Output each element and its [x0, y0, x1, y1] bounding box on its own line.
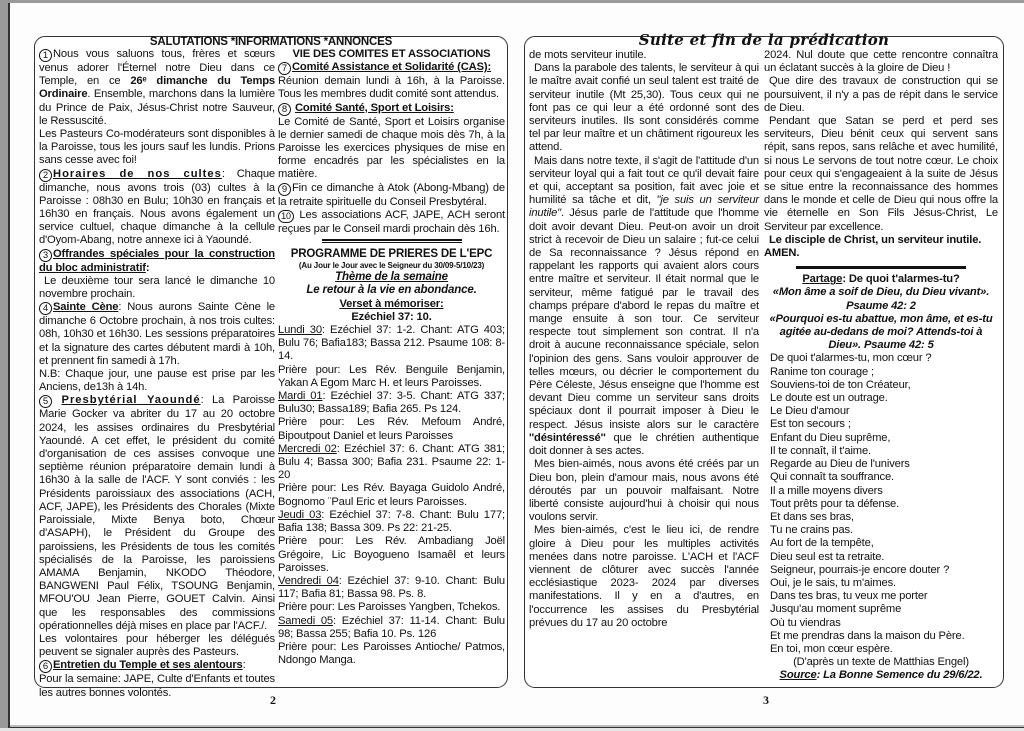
- daily-reading: [278, 390, 505, 416]
- sermon-conclusion: Le disciple de Christ, un serviteur inutile. AMEN.: [764, 233, 982, 260]
- number-badge: 7: [278, 62, 291, 75]
- announcement-8-text: Le Comité de Santé, Sport et Loisirs organise le dernier samedi de chaque mois dès 7h, à la Paroisse les exercices physiques de mise en forme encadrés par les spécialistes en la matière.: [278, 115, 505, 181]
- day-label: Samedi 05: [278, 614, 333, 627]
- prayer-intention: Prière pour: Les Paroisses Yangben, Tchekos.: [278, 601, 501, 614]
- prayer-programme-title: PROGRAMME DE PRIERES DE L'EPC: [290, 248, 493, 261]
- announcement-4-note: N.B: Chaque jour, une pause est prise par les Anciens, de13h à 14h.: [39, 368, 275, 394]
- sermon-paragraph: 2024. Nul doute que cette rencontre connaîtra un éclatant succès à la gloire de Dieu !: [764, 49, 998, 75]
- poem-line: Qui connaît ta souffrance.: [770, 471, 895, 484]
- poem-line: Il te connaît, il t'aime.: [770, 444, 871, 457]
- daily-readings-list: [278, 324, 505, 667]
- sermon-paragraph: Mes bien-aimés, c'est le lieu ici, de rendre gloire à Dieu pour les multiples activités menées dans notre paroisse. L'ACH et l'ACF viennent de clôturer avec succès l'année ecclésiastique 2023- 2024 par diverses manifestations. Il y en a d'autres, en l'occurrence les assises du Presbytérial prévues du 17 au 20 octobre: [529, 524, 759, 629]
- partage-label: Partage: [802, 273, 843, 286]
- announcement-1: [39, 48, 275, 128]
- sermon-paragraph: Pendant que Satan se perd et perd ses serviteurs, Dieu bénit ceux qui servent sans répit, sans repos, sans relâche et avec humilité, si nous Le servons de tout notre cœur. Le choix pour ceux qui s'engageaient à la suite de Jésus se situe entre la reconnaissance des hommes dans le monde et celle de Dieu qui nous offre la vie éternelle en Son Fils Jésus-Christ, Le Serviteur par excellence.: [764, 115, 998, 233]
- source-line: [764, 669, 998, 682]
- reading-text: : Ezéchiel 37: 3-5. Chant: ATG 337; Bulu30; Bassa189; Bafia 265. Ps 124.: [278, 390, 505, 416]
- source-label: Source: [779, 669, 817, 682]
- announcement-title: Comité Assistance et Solidarité (CAS):: [292, 61, 492, 74]
- prayer-intention: Prière pour: Les Paroisses Antioche/ Patmos, Ndongo Manga.: [278, 640, 505, 667]
- reading-text: : Ezéchiel 37: 1-2. Chant: ATG 403; Bulu 76; Bafia183; Bassa 212. Psaume 108: 8-14.: [278, 324, 505, 363]
- day-label: Jeudi 03: [278, 508, 322, 521]
- announcement-text: Les associations ACF, JAPE, ACH seront reçues par le Conseil mardi prochain dès 16h.: [278, 208, 505, 235]
- sermon-emphasis: ''désintéressé'': [529, 431, 606, 444]
- announcement-9: [278, 182, 505, 209]
- announcements-panel: [34, 36, 508, 699]
- reading-text: : Ezéchiel 37: 11-14. Chant: Bulu 98; Bassa 255; Bafia 10. Ps. 126: [278, 614, 505, 640]
- poem-line: Où tu viendras: [770, 616, 841, 629]
- verse-reference: Ezéchiel 37: 10.: [351, 310, 432, 323]
- poem-line: Au fort de la tempête,: [770, 537, 874, 550]
- poem-line: Et me prendras dans la maison du Père.: [770, 629, 965, 642]
- partage-heading: [764, 273, 998, 286]
- theme-label: Thème de la semaine: [335, 271, 448, 284]
- week-theme: Le retour à la vie en abondance.: [306, 284, 477, 297]
- prayer-intention: Prière pour: Les Rév. Benguile Benjamin, Yakan A Egom Marc H. et leurs Paroisses.: [278, 363, 505, 389]
- announcement-8: [278, 102, 505, 116]
- announcement-text: Nous vous saluons tous, frères et sœurs venus adorer l'Éternel notre Dieu dans ce Temple, en ce: [39, 48, 275, 88]
- poem-line: Tout prêts pour ta défense.: [770, 497, 900, 510]
- daily-reading: [278, 575, 505, 601]
- number-badge: 3: [39, 249, 52, 262]
- announcement-text: Fin ce dimanche à Atok (Abong-Mbang) de la retraite spirituelle du Conseil Presbytéral.: [278, 181, 505, 208]
- announcement-10: [278, 209, 505, 236]
- daily-reading: [278, 615, 505, 641]
- announcement-6-text: Pour la semaine: JAPE, Culte d'Enfants et toutes les autres bonnes volontés.: [39, 673, 275, 699]
- announcements-column-2: [278, 48, 505, 667]
- sermon-paragraph: Que dire des travaux de construction qui se poursuivent, il n'y a pas de répit dans le service de Dieu.: [764, 75, 998, 114]
- sermon-panel: [524, 31, 1004, 688]
- announcements-header: SALUTATIONS *INFORMATIONS *ANNONCES: [149, 36, 393, 48]
- reading-text: : Ezéchiel 37: 9-10. Chant: Bulu 117; Bafia 81; Bassa 98. Ps. 8.: [278, 574, 505, 601]
- number-badge: 5: [39, 395, 52, 408]
- prayer-programme-subtitle: (Au Jour le Jour avec le Seigneur du 30/09-5/10/23): [298, 261, 485, 271]
- announcement-4: [39, 301, 275, 368]
- day-label: Lundi 30: [278, 324, 322, 337]
- poem-line: Il a mille moyens divers: [770, 484, 883, 497]
- reading-text: : Ezéchiel 37: 6. Chant: ATG 381; Bulu 4; Bassa 300; Bafia 231. Psaume 22: 1-20: [278, 442, 505, 482]
- committees-heading: VIE DES COMITES ET ASSOCIATIONS: [292, 48, 491, 60]
- number-badge: 8: [278, 103, 291, 116]
- section-divider: [796, 266, 966, 269]
- poem-line: Jusqu'au moment suprême: [770, 603, 902, 616]
- partage-title: : De quoi t'alarmes-tu?: [842, 273, 960, 286]
- announcement-1-pastors: Les Pasteurs Co-modérateurs sont disponibles à la Paroisse, tous les jours sauf les lundis. Prions sans cesse avec foi!: [39, 128, 275, 167]
- poem-line: Tu ne crains pas.: [770, 524, 853, 537]
- poem-line: Et dans ses bras,: [770, 510, 854, 523]
- announcement-text: : La Paroisse Marie Gocker va abriter du 17 au 20 octobre 2024, les assises ordinaires du Presbytérial Yaoundé. A cet effet, le président du comité d'organisation de ces assises convoque une septième réunion préparatoire demain lundi à 16h30 à la salle de l'ACF. Y sont conviés : les Présidents paroissiaux des associations (ACH, ACF, JAPE), les Présidents des Chorales (Mixte Paroissiale, Mixte Benya boto, Chœur d'ASAPH), le Président du Groupe des paroissiens, les Présidents de tous les comités spécialisés de la Paroisse, les paroissiens AMAMA Benjamin, NKODO Théodore, BANGWENI Paul Félix, TSOUNG Benjamin, MFOU'OU Jean Pierre, GOUET Calvin. Ainsi que les responsables des commissions opérationnelles déjà mises en place par l'ACF./.: [39, 394, 275, 632]
- day-label: Mercredi 02: [278, 442, 337, 455]
- number-badge: 10: [278, 210, 294, 223]
- announcement-bold-text: 26ᵉ dimanche du Temps Ordinaire: [39, 75, 275, 101]
- poem-line: Oui, je le sais, tu m'aimes.: [770, 576, 897, 589]
- poem-line: Seigneur, pourrais-je encore douter ?: [770, 563, 950, 576]
- sermon-paragraph: [529, 155, 759, 459]
- poem-line: Regarde au Dieu de l'univers: [770, 458, 910, 471]
- number-badge: 2: [39, 169, 52, 182]
- poem-line: En toi, mon cœur espère.: [770, 642, 893, 655]
- page-number-right: 3: [763, 693, 769, 707]
- psalm-quote: «Mon âme a soif de Dieu, du Dieu vivant». Psaume 42: 2: [772, 286, 990, 312]
- sermon-text: que le chrétien authentique doit donner à ses actes.: [529, 431, 759, 458]
- day-label: Mardi 01: [278, 390, 323, 403]
- poem-line: De quoi t'alarmes-tu, mon cœur ?: [770, 352, 932, 365]
- prayer-intention: Prière pour: Les Rév. Ambadiang Joël Grégoire, Lic Boyogueno Isamaêl et leurs Paroisses.: [278, 535, 505, 574]
- sermon-paragraph: de mots serviteur inutile.: [529, 49, 647, 61]
- day-label: Vendredi 04: [278, 574, 339, 587]
- poem-line: Dans tes bras, tu veux me porter: [770, 590, 928, 603]
- number-badge: 4: [39, 302, 52, 315]
- poem-line: Ranime ton courage ;: [770, 365, 874, 378]
- reading-text: : Ezéchiel 37: 7-8. Chant: Bulu 177; Bafia 138; Bassa 309. Ps 22: 21-25.: [278, 508, 505, 535]
- sermon-text: Mais dans notre texte, il s'agit de l'attitude d'un serviteur loyal qui a fait tout ce qu'il devait faire et qui, acceptant sa position, fait avec joie et humilité sa tâche et dit,: [529, 154, 759, 207]
- announcement-3: 3 Offrandes spéciales pour la construction du bloc administratif:: [39, 247, 275, 274]
- poem-line: Le doute est un outrage.: [770, 392, 888, 405]
- announcement-title: Horaires de nos cultes: [53, 167, 222, 180]
- number-badge: 6: [39, 660, 52, 673]
- prayer-intention: Prière pour: Les Rév. Mefoum André, Bipoutpout Daniel et leurs Paroisses: [278, 416, 505, 442]
- announcement-7-text: Réunion demain lundi à 16h, à la Paroisse. Tous les membres dudit comité sont attendus.: [278, 75, 505, 101]
- sermon-column-2: [764, 49, 998, 683]
- sermon-text: . Jésus parle de l'attitude que l'homme doit avoir devant Dieu. Peut-on avoir un droit strict à recevoir de Dieu un salaire ; fut-ce celui de Sa reconnaissance ? Jésus répond en rappelant les rapports qui avaient alors cours entre maître et serviteur. Il était normal que le serviteur, même fatigué par le travail des champs prépare d'abord le repas du maître et mange ensuite à son tour. Ce serviteur respecte tout simplement son contrat. Il n'a droit à aucune reconnaissance spéciale, selon l'opinion des gens. Sans vouloir approuver de telles mœurs, ou décrier le comportement du Père Céleste, Jésus enseigne que l'homme est devant Dieu comme un serviteur sans droits spéciaux dont il pourrait imposer à Dieu le respect. Jésus insiste alors sur le caractère: [529, 207, 759, 431]
- prayer-intention: Prière pour: Les Rév. Bayaga Guidolo André, Bognomo ¨Paul Eric et leurs Paroisses.: [278, 482, 505, 508]
- poem-line: Souviens-toi de ton Créateur,: [770, 378, 911, 391]
- announcement-7: [278, 61, 505, 75]
- page-number-left: 2: [270, 693, 276, 707]
- announcement-3-text: Le deuxième tour sera lancé le dimanche 10 novembre prochain.: [39, 274, 275, 301]
- announcement-text: : Chaque dimanche, nous avons trois (03) cultes à la Paroisse : 08h30 en Bulu; 10h30 en français et 16h30 en français. Nous avons également un service cultuel, chaque dimanche à la cellule d'Oyom-Abang, notre annexe ici à Yaoundé.: [39, 167, 275, 247]
- announcement-title: Comité Santé, Sport et Loisirs:: [294, 101, 454, 114]
- announcement-5: [39, 394, 275, 632]
- announcement-6: 6 Entretien du Temple et ses alentours:: [39, 659, 275, 673]
- announcement-title: Entretien du Temple et ses alentours: [53, 659, 243, 672]
- psalm-quote: «Pourquoi es-tu abattue, mon âme, et es-tu agitée au-dedans de moi? Attends-toi à Dieu». Psaume 42: 5: [769, 312, 993, 352]
- sermon-paragraph: Dans la parabole des talents, le serviteur à qui le maître avait confié un seul talent est traité de serviteur inutile (Mt 25,30). Tous ceux qui ne font pas ce qui leur a été ordonné sont des serviteurs inutiles. Ils sont considérés comme tel par leur maître et un châtiment rigoureux les attend.: [529, 62, 759, 154]
- number-badge: 9: [278, 183, 291, 196]
- announcement-2: [39, 168, 275, 248]
- poem-line: Dieu seul est ta retraite.: [770, 550, 885, 563]
- sermon-header: Suite et fin de la prédication: [638, 31, 890, 49]
- section-divider: [322, 239, 462, 243]
- announcement-title: Offrandes spéciales pour la construction du bloc administratif: [39, 247, 275, 274]
- announcement-title: Presbytérial Yaoundé: [61, 394, 201, 407]
- daily-reading: [278, 443, 505, 483]
- daily-reading: [278, 324, 505, 364]
- sermon-paragraph: Mes bien-aimés, nous avons été créés par un Dieu bon, plein d'amour mais, nous avons été déroutés par un pouvoir malfaisant. Notre liberté consiste aujourd'hui à choisir qui nous voulons servir.: [529, 458, 759, 524]
- poem-line: Enfant du Dieu suprême,: [770, 431, 891, 444]
- source-text: : La Bonne Semence du 29/6/22.: [816, 669, 983, 682]
- announcements-column-1: [39, 48, 275, 700]
- announcement-text: . Ensemble, marchons dans la lumière du Prince de Paix, Jésus-Christ notre Sauveur, le Ressuscité.: [39, 88, 275, 127]
- verse-label: Verset à mémoriser:: [339, 297, 444, 310]
- daily-reading: [278, 509, 505, 535]
- poem: [764, 352, 998, 656]
- announcement-text: : Nous aurons Sainte Cène le dimanche 6 Octobre prochain, à nos trois cultes: 08h, 10h30 et 16h30. Les sessions préparatoires et la signature des cartes débutent mardi à 10h, et prennent fin samedi à 17h.: [39, 301, 276, 367]
- poem-attribution: (D'après un texte de Matthias Engel): [793, 656, 969, 669]
- announcement-title: Sainte Cène: [53, 301, 119, 314]
- announcement-5-volunteers: Les volontaires pour héberger les délégués peuvent se signaler auprès des Pasteurs.: [39, 632, 275, 659]
- poem-line: Le Dieu d'amour: [770, 405, 850, 418]
- number-badge: 1: [39, 49, 52, 62]
- poem-line: Est ton secours ;: [770, 418, 851, 431]
- sermon-column-1: [529, 49, 759, 630]
- sermon-quote: "je suis un serviteur inutile": [529, 194, 759, 220]
